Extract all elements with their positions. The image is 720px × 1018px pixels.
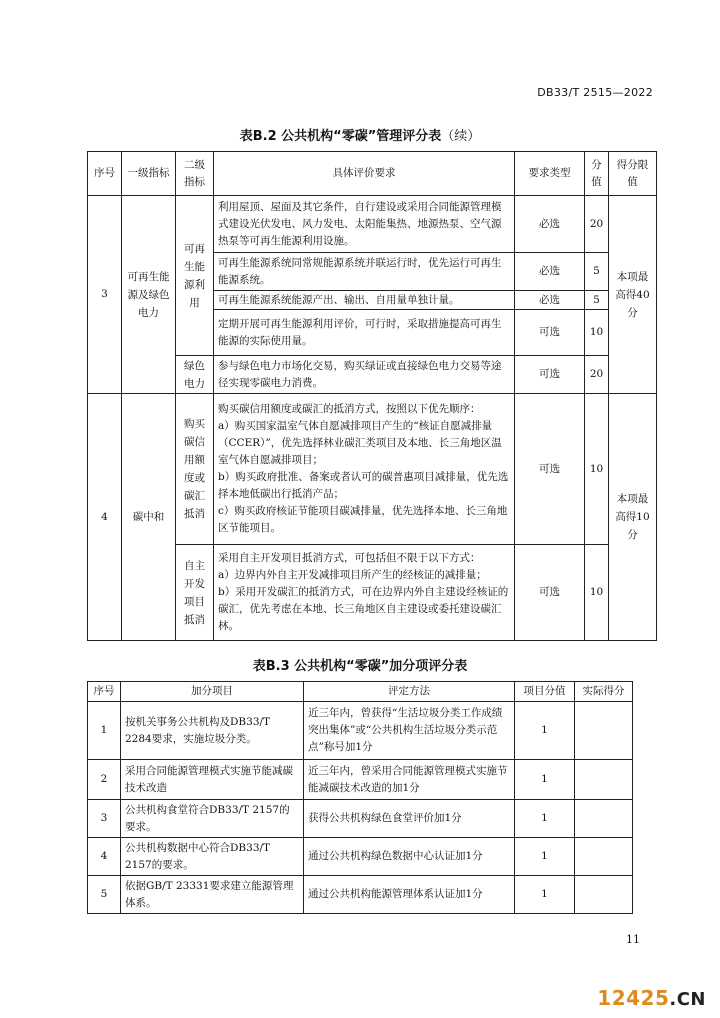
evaluation-method: 获得公共机构绿色食堂评价加1分 — [304, 800, 515, 838]
score-limit: 本项最高得40分 — [609, 196, 657, 394]
row-number: 2 — [88, 760, 121, 800]
score: 10 — [585, 394, 609, 545]
level2-indicator: 绿色电力 — [176, 356, 214, 394]
header-cell: 序号 — [88, 682, 121, 702]
header-cell: 项目分值 — [515, 682, 575, 702]
evaluation-method: 通过公共机构绿色数据中心认证加1分 — [304, 838, 515, 876]
requirement-type: 必选 — [515, 196, 585, 253]
bonus-item: 采用合同能源管理模式实施节能减碳技术改造 — [121, 760, 304, 800]
table-b3-title: 表B.3 公共机构“零碳”加分项评分表 — [252, 659, 468, 674]
header-cell: 评定方法 — [304, 682, 515, 702]
bonus-item: 公共机构食堂符合DB33/T 2157的要求。 — [121, 800, 304, 838]
bonus-item: 依据GB/T 23331要求建立能源管理体系。 — [121, 876, 304, 914]
requirement-line: c）购买政府核证节能项目碳减排量，优先选择本地、长三角地区节能项目。 — [218, 505, 508, 534]
table-b2-continued: （续） — [441, 129, 481, 144]
actual-score — [575, 838, 633, 876]
requirement-line: a）购买国家温室气体自愿减排项目产生的“核证自愿减排量（CCER）”，优先选择林业碳汇类项目及本地、长三角地区温室气体自愿减排项目； — [218, 420, 502, 466]
requirement-line: 购买碳信用额度或碳汇的抵消方式，按照以下优先顺序： — [218, 403, 481, 415]
table-row — [88, 702, 633, 760]
site-watermark — [597, 986, 706, 1010]
watermark-domain: .CN — [669, 989, 706, 1010]
table-b3-caption — [0, 655, 720, 674]
requirement: 可再生能源系统能源产出、输出、自用量单独计量。 — [214, 291, 515, 310]
actual-score — [575, 876, 633, 914]
item-score: 1 — [515, 876, 575, 914]
actual-score — [575, 702, 633, 760]
page-number: 11 — [626, 933, 640, 946]
score: 5 — [585, 291, 609, 310]
header-cell: 二级指标 — [176, 152, 214, 196]
requirement-line: 采用自主开发项目抵消方式，可包括但不限于以下方式： — [218, 552, 481, 564]
header-cell: 要求类型 — [515, 152, 585, 196]
item-score: 1 — [515, 838, 575, 876]
score: 20 — [585, 356, 609, 394]
requirement-line: a）边界内外自主开发减排项目所产生的经核证的减排量； — [218, 569, 487, 581]
requirement-type: 必选 — [515, 291, 585, 310]
level1-indicator: 可再生能源及绿色电力 — [122, 196, 176, 394]
item-score: 1 — [515, 702, 575, 760]
table-header-row — [88, 682, 633, 702]
header-cell: 得分限值 — [609, 152, 657, 196]
requirement: 利用屋顶、屋面及其它条件，自行建设或采用合同能源管理模式建设光伏发电、风力发电、太阳能集热、地源热泵、空气源热泵等可再生能源利用设施。 — [214, 196, 515, 253]
requirement: 定期开展可再生能源利用评价，可行时，采取措施提高可再生能源的实际使用量。 — [214, 310, 515, 356]
table-row — [88, 196, 657, 253]
requirement-type: 可选 — [515, 545, 585, 641]
requirement-type: 必选 — [515, 253, 585, 291]
level1-indicator: 碳中和 — [122, 394, 176, 641]
score: 5 — [585, 253, 609, 291]
header-cell: 一级指标 — [122, 152, 176, 196]
row-number: 4 — [88, 838, 121, 876]
header-cell: 加分项目 — [121, 682, 304, 702]
standard-number: DB33/T 2515—2022 — [537, 86, 653, 99]
item-score: 1 — [515, 800, 575, 838]
row-number: 3 — [88, 800, 121, 838]
requirement-type: 可选 — [515, 310, 585, 356]
bonus-item: 按机关事务公共机构及DB33/T 2284要求，实施垃圾分类。 — [121, 702, 304, 760]
score: 10 — [585, 310, 609, 356]
evaluation-method: 近三年内，曾采用合同能源管理模式实施节能减碳技术改造的加1分 — [304, 760, 515, 800]
table-row — [88, 876, 633, 914]
score: 10 — [585, 545, 609, 641]
table-b2-title: 表B.2 公共机构“零碳”管理评分表 — [239, 129, 442, 144]
watermark-number: 12425 — [597, 986, 670, 1010]
level2-indicator: 自主开发项目抵消 — [176, 545, 214, 641]
bonus-item: 公共机构数据中心符合DB33/T 2157的要求。 — [121, 838, 304, 876]
score: 20 — [585, 196, 609, 253]
row-number: 3 — [88, 196, 122, 394]
requirement — [214, 394, 515, 545]
row-number: 4 — [88, 394, 122, 641]
actual-score — [575, 760, 633, 800]
requirement-line: b）购买政府批准、备案或者认可的碳普惠项目减排量，优先选择本地低碳出行抵消产品； — [218, 471, 509, 500]
table-row — [88, 800, 633, 838]
requirement: 参与绿色电力市场化交易，购买绿证或直接绿色电力交易等途径实现零碳电力消费。 — [214, 356, 515, 394]
table-b2 — [87, 151, 657, 641]
table-header-row — [88, 152, 657, 196]
row-number: 5 — [88, 876, 121, 914]
evaluation-method: 通过公共机构能源管理体系认证加1分 — [304, 876, 515, 914]
table-row — [88, 838, 633, 876]
header-cell: 序号 — [88, 152, 122, 196]
row-number: 1 — [88, 702, 121, 760]
item-score: 1 — [515, 760, 575, 800]
level2-indicator: 购买碳信用额度或碳汇抵消 — [176, 394, 214, 545]
actual-score — [575, 800, 633, 838]
requirement-type: 可选 — [515, 394, 585, 545]
table-b2-caption — [0, 125, 720, 144]
requirement — [214, 545, 515, 641]
requirement-line: b）采用开发碳汇的抵消方式，可在边界内外自主建设经核证的碳汇，优先考虑在本地、长三角地区自主建设或委托建设碳汇林。 — [218, 586, 509, 632]
requirement-type: 可选 — [515, 356, 585, 394]
table-row — [88, 394, 657, 545]
table-row — [88, 760, 633, 800]
header-cell: 实际得分 — [575, 682, 633, 702]
header-cell: 分值 — [585, 152, 609, 196]
requirement: 可再生能源系统同常规能源系统并联运行时，优先运行可再生能源系统。 — [214, 253, 515, 291]
header-cell: 具体评价要求 — [214, 152, 515, 196]
level2-indicator: 可再生能源利用 — [176, 196, 214, 356]
table-b3 — [87, 681, 633, 914]
score-limit: 本项最高得10分 — [609, 394, 657, 641]
evaluation-method: 近三年内，曾获得“生活垃圾分类工作成绩突出集体”或“公共机构生活垃圾分类示范点”称号加1分 — [304, 702, 515, 760]
